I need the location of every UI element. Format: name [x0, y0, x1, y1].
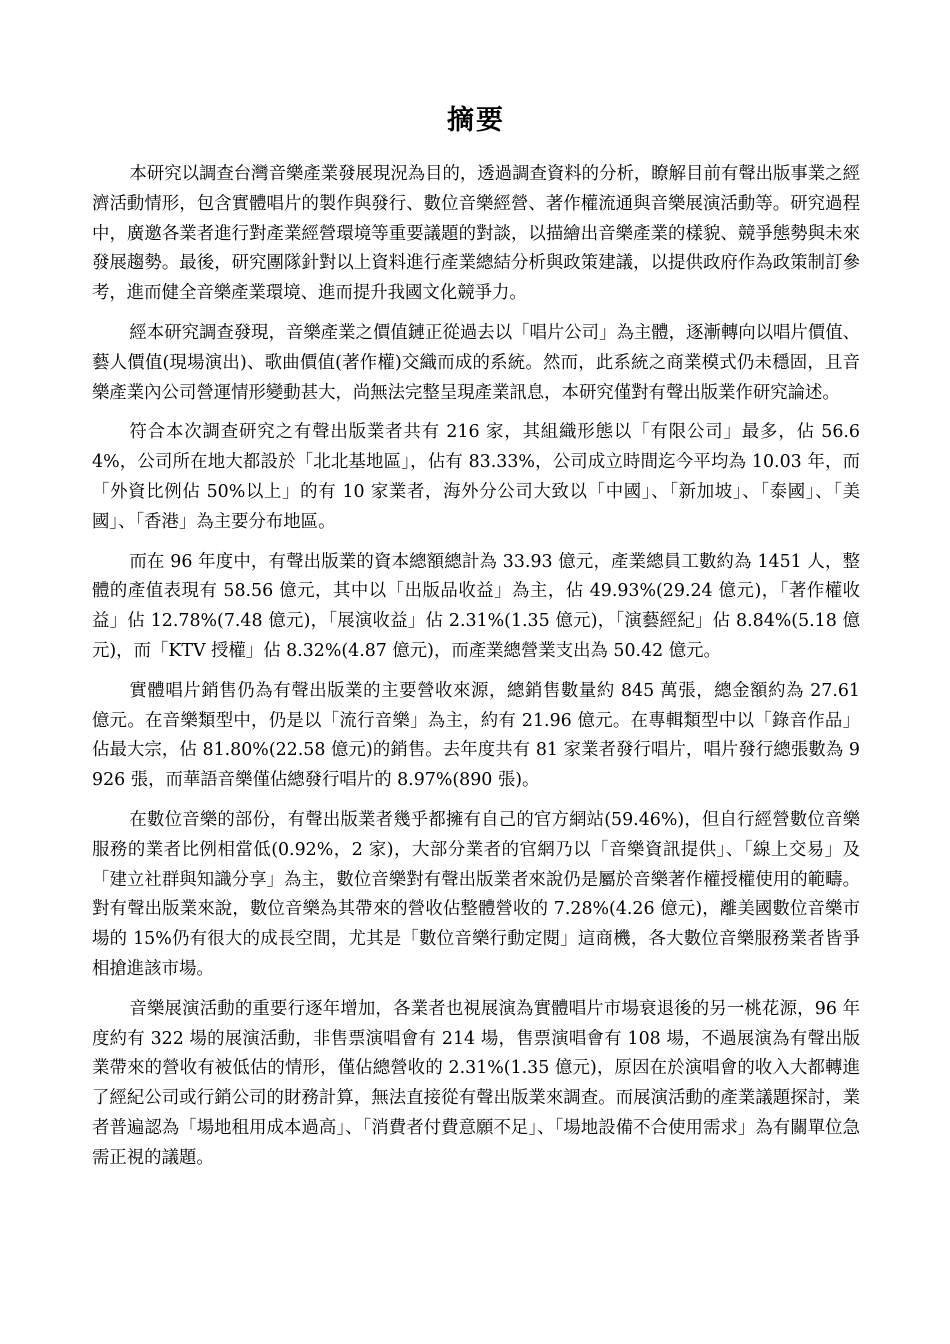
- paragraph-live-performance: 音樂展演活動的重要行逐年增加，各業者也視展演為實體唱片市場衰退後的另一桃花源，96 年度約有 322 場的展演活動，非售票演唱會有 214 場，售票演唱會有 108 場，不過展演為有聲出版業帶來的營收有被低估的情形，僅佔總營收的 2.31%(1.35 億元)，原因在於演唱會的收入大都轉進了經紀公司或行銷公司的財務計算，無法直接從有聲出版業來調查。而展演活動的產業議題探討，業者普遍認為「場地租用成本過高」、「消費者付費意願不足」、「場地設備不合使用需求」為有關單位急需正視的議題。: [92, 998, 860, 1168]
- paragraph-revenue-structure: 而在 96 年度中，有聲出版業的資本總額總計為 33.93 億元，產業總員工數約為 1451 人，整體的產值表現有 58.56 億元，其中以「出版品收益」為主，佔 49.93%(29.24 億元)，「著作權收益」佔 12.78%(7.48 億元)，「展演收益」佔 2.31%(1.35 億元)，「演藝經紀」佔 8.84%(5.18 億元)，而「KTV 授權」佔 8.32%(4.87 億元)，而產業總營業支出為 50.42 億元。: [92, 551, 860, 661]
- paragraph-digital-music: 在數位音樂的部份，有聲出版業者幾乎都擁有自己的官方網站(59.46%)，但自行經營數位音樂服務的業者比例相當低(0.92%，2 家)，大部分業者的官網乃以「音樂資訊提供」、「線上交易」及「建立社群與知識分享」為主，數位音樂對有聲出版業者來說仍是屬於音樂著作權授權使用的範疇。對有聲出版業來說，數位音樂為其帶來的營收佔整體營收的 7.28%(4.26 億元)，離美國數位音樂市場的 15%仍有很大的成長空間，尤其是「數位音樂行動定閱」這商機，各大數位音樂服務業者皆爭相搶進該市場。: [92, 809, 860, 979]
- paragraph-company-profile: 符合本次調查研究之有聲出版業者共有 216 家，其組織形態以「有限公司」最多，佔 56.64%，公司所在地大都設於「北北基地區」，佔有 83.33%，公司成立時間迄今平均為 10.03 年，而「外資比例佔 50%以上」的有 10 家業者，海外分公司大致以「中國」、「新加坡」、「泰國」、「美國」、「香港」為主要分布地區。: [92, 422, 860, 532]
- page-title: 摘要: [447, 105, 505, 136]
- paragraph-physical-sales: 實體唱片銷售仍為有聲出版業的主要營收來源，總銷售數量約 845 萬張，總金額約為 27.61 億元。在音樂類型中，仍是以「流行音樂」為主，約有 21.96 億元。在專輯類型中以「錄音作品」佔最大宗，佔 81.80%(22.58 億元)的銷售。去年度共有 81 家業者發行唱片，唱片發行總張數為 9926 張，而華語音樂僅佔總發行唱片的 8.97%(890 張)。: [92, 680, 860, 791]
- paragraph-value-chain: 經本研究調查發現，音樂產業之價值鏈正從過去以「唱片公司」為主體，逐漸轉向以唱片價值、藝人價值(現場演出)、歌曲價值(著作權)交織而成的系統。然而，此系統之商業模式仍未穩固，且音樂產業內公司營運情形變動甚大，尚無法完整呈現產業訊息，本研究僅對有聲出版業作研究論述。: [92, 322, 860, 403]
- paragraph-research-purpose: 本研究以調查台灣音樂產業發展現況為目的，透過調查資料的分析，瞭解目前有聲出版事業之經濟活動情形，包含實體唱片的製作與發行、數位音樂經營、著作權流通與音樂展演活動等。研究過程中，廣邀各業者進行對產業經營環境等重要議題的對談，以描繪出音樂產業的樣貌、競爭態勢與未來發展趨勢。最後，研究團隊針對以上資料進行產業總結分析與政策建議，以提供政府作為政策制訂參考，進而健全音樂產業環境、進而提升我國文化競爭力。: [92, 164, 860, 304]
